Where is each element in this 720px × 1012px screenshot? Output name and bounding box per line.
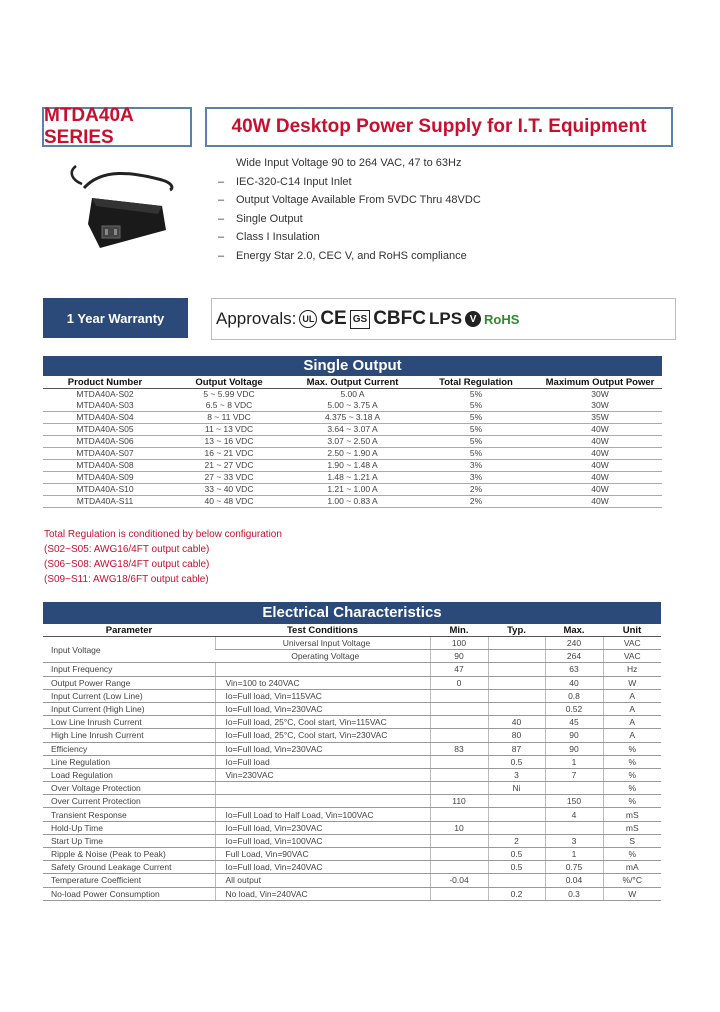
table-cell: 40W (538, 460, 662, 472)
table-cell: %/°C (603, 874, 661, 887)
table-cell: 80 (488, 729, 545, 742)
table-cell: -0.04 (430, 874, 488, 887)
table-cell: 33 ~ 40 VDC (167, 484, 291, 496)
table-cell: A (603, 689, 661, 702)
table-cell: 16 ~ 21 VDC (167, 448, 291, 460)
table-cell: MTDA40A-S02 (76, 389, 134, 400)
table-cell (430, 848, 488, 861)
table-cell: 30W (591, 389, 609, 400)
table-cell: 110 (430, 795, 488, 808)
table-cell: Efficiency (43, 742, 215, 755)
note-line: Total Regulation is conditioned by below configuration (44, 529, 282, 540)
feature-item: – Single Output (218, 212, 303, 225)
approvals-box (211, 298, 676, 340)
table-cell: A (603, 729, 661, 742)
table-cell (430, 689, 488, 702)
table-row (43, 795, 661, 808)
table-cell: mS (603, 808, 661, 821)
table-cell: MTDA40A-S11 (43, 496, 167, 508)
note-line: (S09~S11: AWG18/6FT output cable) (44, 574, 209, 585)
table-cell (430, 861, 488, 874)
table-cell: 5.00 A (340, 389, 365, 400)
table-cell: 63 (545, 663, 603, 676)
table-cell (430, 887, 488, 900)
table-cell: 3 (545, 834, 603, 847)
table-cell: 27 ~ 33 VDC (167, 472, 291, 484)
table-row (43, 676, 661, 689)
table-row (43, 861, 661, 874)
single-output-table (43, 377, 662, 508)
table-cell (430, 716, 488, 729)
table-cell: 5% (414, 400, 538, 412)
table-cell (430, 702, 488, 715)
table-cell: Input Current (Low Line) (43, 689, 215, 702)
table-cell (488, 676, 545, 689)
table-cell: A (603, 716, 661, 729)
series-title: MTDA40A SERIES (42, 107, 192, 147)
table-cell: 40W (538, 484, 662, 496)
table-cell (488, 874, 545, 887)
table-cell: No load, Vin=240VAC (215, 887, 430, 900)
table-cell: 21 ~ 27 VDC (167, 460, 291, 472)
table-cell: Io=Full load, Vin=230VAC (215, 742, 430, 755)
table-row (43, 874, 661, 887)
table-cell: Io=Full load, Vin=230VAC (215, 821, 430, 834)
table-cell: 83 (430, 742, 488, 755)
table-cell: 5% (414, 436, 538, 448)
table-cell: 0.04 (545, 874, 603, 887)
table-cell: 87 (488, 742, 545, 755)
table-cell: MTDA40A-S08 (43, 460, 167, 472)
table-cell: 0 (430, 676, 488, 689)
table-cell: 3.07 ~ 2.50 A (291, 436, 414, 448)
warranty-badge: 1 Year Warranty (43, 298, 188, 338)
table-row (43, 400, 662, 412)
table-cell: 7 (545, 768, 603, 781)
table-cell: 2 (488, 834, 545, 847)
table-cell: 40W (538, 424, 662, 436)
table-cell (430, 755, 488, 768)
feature-list (218, 154, 481, 266)
table-row (43, 716, 661, 729)
table-cell: Ni (488, 782, 545, 795)
table-cell: Input Frequency (43, 663, 215, 676)
table-cell (488, 702, 545, 715)
table-cell: 5% (414, 412, 538, 424)
table-row (43, 389, 662, 401)
table-cell: 6.5 ~ 8 VDC (167, 400, 291, 412)
feature-item: – Output Voltage Available From 5VDC Thru 48VDC (218, 194, 481, 207)
table-cell: 1.00 ~ 0.83 A (291, 496, 414, 508)
table-cell: MTDA40A-S09 (43, 472, 167, 484)
table-cell: 47 (430, 663, 488, 676)
table-cell (215, 663, 430, 676)
table-cell: Transient Response (43, 808, 215, 821)
table-row (43, 448, 662, 460)
table-row (43, 887, 661, 900)
table-cell: 10 (430, 821, 488, 834)
table-cell: A (603, 702, 661, 715)
table-cell (545, 821, 603, 834)
lps-icon: LPS (428, 309, 463, 328)
table-cell: Hold-Up Time (43, 821, 215, 834)
table-cell (488, 821, 545, 834)
table-row (43, 755, 661, 768)
electrical-table (43, 625, 661, 901)
feature-item: – Class I Insulation (218, 231, 320, 244)
ce-icon: CE (320, 308, 347, 329)
table-cell: Temperature Coefficient (43, 874, 215, 887)
rohs-icon: RoHS (484, 311, 520, 327)
table-cell (430, 808, 488, 821)
table-cell: % (603, 742, 661, 755)
table-cell: 30W (538, 400, 662, 412)
table-cell: Start Up Time (43, 834, 215, 847)
energy-star-icon: V (465, 311, 481, 327)
table-cell: Io=Full Load to Half Load, Vin=100VAC (215, 808, 430, 821)
table-cell (215, 795, 430, 808)
table-cell: 0.5 (488, 755, 545, 768)
table-row (43, 848, 661, 861)
table-cell (430, 834, 488, 847)
table-cell: Safety Ground Leakage Current (43, 861, 215, 874)
table-cell: 0.3 (545, 887, 603, 900)
table-cell: 1 (545, 755, 603, 768)
table-cell: Io=Full load, 25°C, Cool start, Vin=115VAC (215, 716, 430, 729)
approvals-label: Approvals: (216, 309, 297, 328)
table-cell: Vin=230VAC (215, 768, 430, 781)
table-row (43, 484, 662, 496)
note-line: (S02~S05: AWG16/4FT output cable) (44, 544, 210, 555)
table-cell: All output (215, 874, 430, 887)
table-row (43, 460, 662, 472)
table-cell: 0.2 (488, 887, 545, 900)
table-cell: 4.375 ~ 3.18 A (291, 412, 414, 424)
table-cell: Io=Full load, 25°C, Cool start, Vin=230VAC (215, 729, 430, 742)
table-cell: 40W (538, 496, 662, 508)
single-output-body (43, 389, 662, 508)
table-cell: Low Line Inrush Current (43, 716, 215, 729)
table-cell: 0.5 (488, 848, 545, 861)
feature-item: Wide Input Voltage 90 to 264 VAC, 47 to 63Hz (236, 157, 462, 169)
table-cell: 11 ~ 13 VDC (167, 424, 291, 436)
table-cell: 45 (545, 716, 603, 729)
table-cell: MTDA40A-S06 (43, 436, 167, 448)
ul-icon: UL (299, 310, 317, 328)
table-cell: Load Regulation (43, 768, 215, 781)
table-cell: 1 (545, 848, 603, 861)
table-row (43, 436, 662, 448)
table-cell: Over Voltage Protection (43, 782, 215, 795)
table-cell: 90 (545, 742, 603, 755)
table-row (43, 729, 661, 742)
table-cell: Io=Full load (215, 755, 430, 768)
table-cell: MTDA40A-S07 (43, 448, 167, 460)
table-cell: 8 ~ 11 VDC (167, 412, 291, 424)
feature-item: – IEC-320-C14 Input Inlet (218, 175, 352, 188)
table-row (43, 702, 661, 715)
table-cell: 40 ~ 48 VDC (167, 496, 291, 508)
single-output-header: Single Output (43, 356, 662, 376)
table-cell: Io=Full load, Vin=230VAC (215, 702, 430, 715)
table-cell: 40W (538, 436, 662, 448)
table-cell: MTDA40A-S05 (43, 424, 167, 436)
table-row: Operating Voltage 90 264 VAC (43, 650, 661, 663)
table-cell: W (603, 676, 661, 689)
table-cell: 3% (414, 460, 538, 472)
table-cell: Io=Full load, Vin=240VAC (215, 861, 430, 874)
table-cell: 13 ~ 16 VDC (167, 436, 291, 448)
table-row: Input Voltage Universal Input Voltage 100 240 VAC (43, 637, 661, 650)
table-cell: 0.75 (545, 861, 603, 874)
table-cell: 40 (545, 676, 603, 689)
table-cell: 5.00 ~ 3.75 A (291, 400, 414, 412)
electrical-header: Electrical Characteristics (43, 602, 661, 624)
table-cell: W (603, 887, 661, 900)
table-cell: Vin=100 to 240VAC (215, 676, 430, 689)
fc-icon: FC (400, 308, 426, 329)
table-cell: 5% (414, 448, 538, 460)
table-cell: % (603, 782, 661, 795)
table-row (43, 834, 661, 847)
table-cell (488, 795, 545, 808)
table-cell: 40W (538, 448, 662, 460)
table-cell: 90 (545, 729, 603, 742)
note-line: (S06~S08: AWG18/4FT output cable) (44, 559, 210, 570)
table-cell: 40W (538, 472, 662, 484)
table-cell: 150 (545, 795, 603, 808)
table-cell: Io=Full load, Vin=115VAC (215, 689, 430, 702)
table-row (43, 472, 662, 484)
table-cell: mA (603, 861, 661, 874)
table-cell: No-load Power Consumption (43, 887, 215, 900)
table-cell: 5% (414, 424, 538, 436)
table-row (43, 663, 661, 676)
table-cell: % (603, 755, 661, 768)
table-cell: 1.90 ~ 1.48 A (291, 460, 414, 472)
table-row (43, 808, 661, 821)
table-cell: % (603, 795, 661, 808)
table-cell (430, 768, 488, 781)
table-cell: 2% (414, 484, 538, 496)
table-cell: 5 ~ 5.99 VDC (203, 389, 255, 400)
feature-item: – Energy Star 2.0, CEC V, and RoHS compliance (218, 249, 467, 262)
table-row (43, 496, 662, 508)
table-cell: Full Load, Vin=90VAC (215, 848, 430, 861)
table-row (43, 821, 661, 834)
table-cell: High Line Inrush Current (43, 729, 215, 742)
table-cell: 5% (469, 389, 483, 400)
table-row (43, 412, 662, 424)
table-cell (545, 782, 603, 795)
table-cell: S (603, 834, 661, 847)
table-cell: % (603, 848, 661, 861)
table-row (43, 782, 661, 795)
regulation-notes (44, 527, 282, 587)
table-row (43, 768, 661, 781)
gs-icon: GS (350, 310, 370, 329)
table-row (43, 689, 661, 702)
table-header-row: Parameter Test Conditions Min. Typ. Max. Unit (43, 625, 661, 637)
table-cell: Over Current Protection (43, 795, 215, 808)
table-cell (430, 782, 488, 795)
table-cell: 35W (538, 412, 662, 424)
table-cell: 3 (488, 768, 545, 781)
table-cell: 2% (414, 496, 538, 508)
table-cell (488, 808, 545, 821)
table-cell: 3.64 ~ 3.07 A (291, 424, 414, 436)
table-cell: MTDA40A-S10 (43, 484, 167, 496)
table-row (43, 742, 661, 755)
cb-icon: CB (373, 308, 401, 329)
table-cell (430, 729, 488, 742)
table-cell: 0.52 (545, 702, 603, 715)
table-cell: Io=Full load, Vin=100VAC (215, 834, 430, 847)
table-header-row: Product Number Output Voltage Max. Output Current Total Regulation Maximum Output Power (43, 377, 662, 389)
table-cell: 2.50 ~ 1.90 A (291, 448, 414, 460)
table-cell: 1.21 ~ 1.00 A (291, 484, 414, 496)
table-row (43, 424, 662, 436)
table-cell: Input Current (High Line) (43, 702, 215, 715)
table-cell: Output Power Range (43, 676, 215, 689)
table-cell: 4 (545, 808, 603, 821)
power-supply-image (62, 158, 182, 253)
table-cell (215, 782, 430, 795)
table-cell: % (603, 768, 661, 781)
table-cell: 3% (414, 472, 538, 484)
electrical-body (43, 637, 661, 901)
table-cell (488, 689, 545, 702)
table-cell: MTDA40A-S04 (43, 412, 167, 424)
table-cell: MTDA40A-S03 (43, 400, 167, 412)
table-cell (488, 663, 545, 676)
table-cell: 0.5 (488, 861, 545, 874)
table-cell: Ripple & Noise (Peak to Peak) (43, 848, 215, 861)
page-title: 40W Desktop Power Supply for I.T. Equipment (205, 107, 673, 147)
table-cell: 1.48 ~ 1.21 A (291, 472, 414, 484)
table-cell: Line Regulation (43, 755, 215, 768)
table-cell: Hz (603, 663, 661, 676)
table-cell: 40 (488, 716, 545, 729)
table-cell: mS (603, 821, 661, 834)
table-cell: 0.8 (545, 689, 603, 702)
